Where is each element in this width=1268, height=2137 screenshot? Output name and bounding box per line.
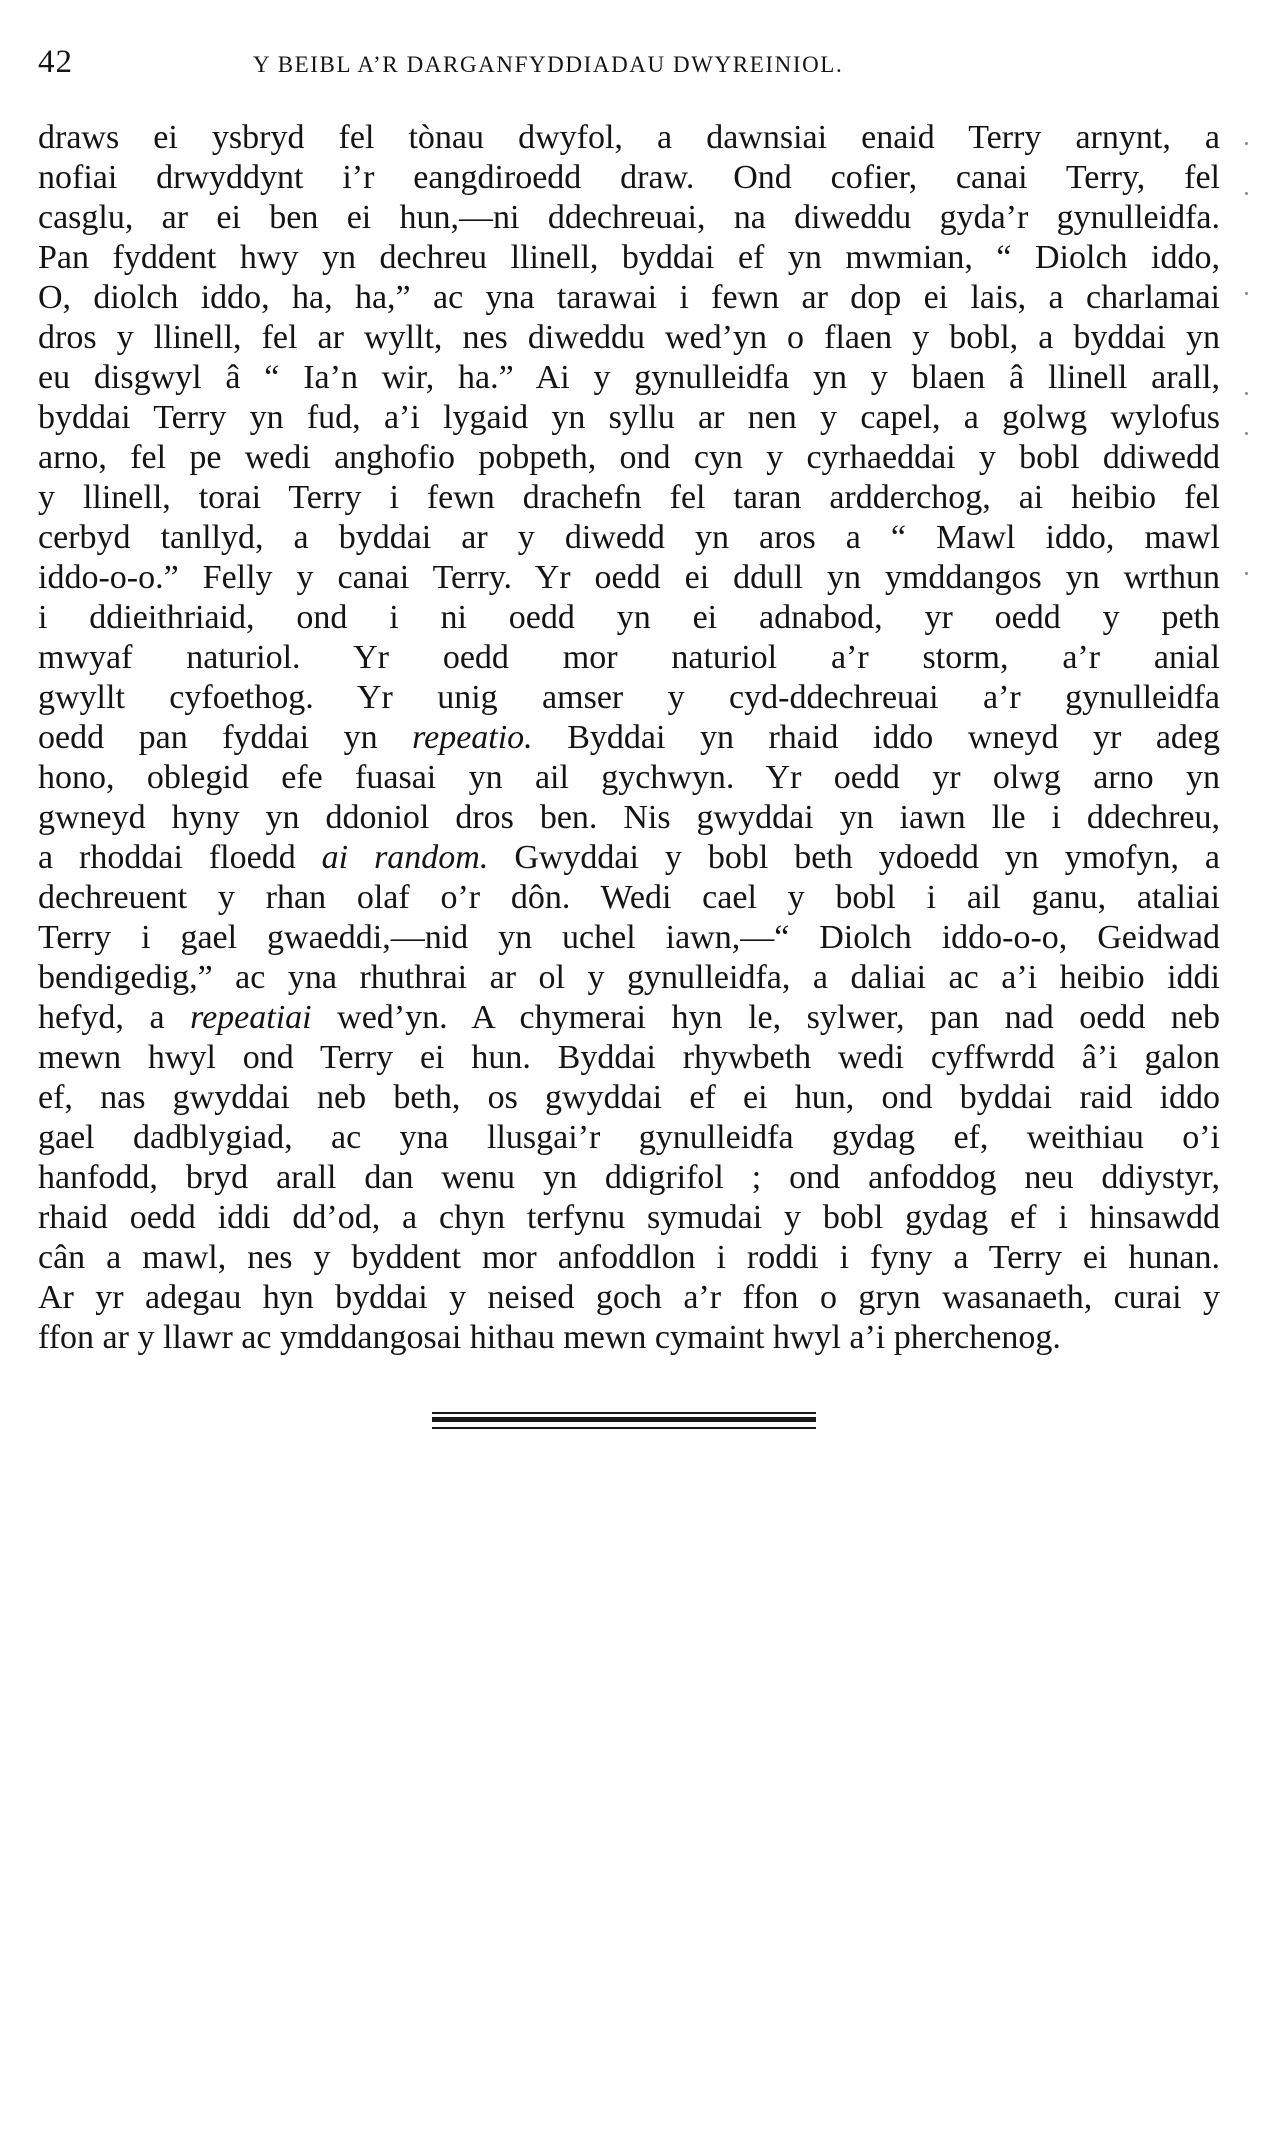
italic-phrase: ai random. <box>321 839 489 876</box>
text-line: casglu, ar ei ben ei hun,—ni ddechreuai, na diweddu gyda’r gynulleidfa. <box>38 199 1220 236</box>
running-head <box>38 44 1218 84</box>
text-line: arno, fel pe wedi anghofio pobpeth, ond cyn y cyrhaeddai y bobl ddiwedd <box>38 439 1220 476</box>
text-line: cân a mawl, nes y byddent mor anfoddlon i roddi i fyny a Terry ei hunan. <box>38 1239 1220 1276</box>
text-line: mewn hwyl ond Terry ei hun. Byddai rhywbeth wedi cyffwrdd â’i galon <box>38 1039 1220 1076</box>
text-line-with-italic <box>38 718 1220 758</box>
text-line: O, diolch iddo, ha, ha,” ac yna tarawai i fewn ar dop ei lais, a charlamai <box>38 279 1220 316</box>
speck <box>1245 142 1248 145</box>
speck <box>1245 292 1248 295</box>
rule-line-thin-top <box>432 1412 816 1414</box>
text-segment: Byddai yn rhaid iddo wneyd yr adeg <box>567 719 1221 756</box>
text-line: y llinell, torai Terry i fewn drachefn fel taran ardderchog, ai heibio fel <box>38 479 1220 516</box>
text-line: rhaid oedd iddi dd’od, a chyn terfynu symudai y bobl gydag ef i hinsawdd <box>38 1199 1220 1236</box>
speck <box>1245 192 1248 195</box>
text-line-with-italic <box>38 838 1220 878</box>
text-line: byddai Terry yn fud, a’i lygaid yn syllu ar nen y capel, a golwg wylofus <box>38 399 1220 436</box>
text-line: Terry i gael gwaeddi,—nid yn uchel iawn,—“ Diolch iddo-o-o, Geidwad <box>38 919 1220 956</box>
text-line: draws ei ysbryd fel tònau dwyfol, a dawnsiai enaid Terry arnynt, a <box>38 119 1220 156</box>
page-number: 42 <box>38 44 73 80</box>
text-segment: wed’yn. A chymerai hyn le, sylwer, pan nad oedd neb <box>337 999 1220 1036</box>
italic-word: repeatio. <box>412 719 533 756</box>
speck <box>1245 392 1248 395</box>
text-line: mwyaf naturiol. Yr oedd mor naturiol a’r storm, a’r anial <box>38 639 1220 676</box>
text-segment: hefyd, a <box>38 999 165 1036</box>
text-line: gwneyd hyny yn ddoniol dros ben. Nis gwyddai yn iawn lle i ddechreu, <box>38 799 1220 836</box>
text-line: bendigedig,” ac yna rhuthrai ar ol y gynulleidfa, a daliai ac a’i heibio iddi <box>38 959 1220 996</box>
text-line: i ddieithriaid, ond i ni oedd yn ei adnabod, yr oedd y peth <box>38 599 1220 636</box>
italic-word: repeatiai <box>190 999 312 1036</box>
text-line: Ar yr adegau hyn byddai y neised goch a’r ffon o gryn wasanaeth, curai y <box>38 1279 1220 1316</box>
text-line: ef, nas gwyddai neb beth, os gwyddai ef ei hun, ond byddai raid iddo <box>38 1079 1220 1116</box>
text-segment: oedd pan fyddai yn <box>38 719 378 756</box>
margin-specks <box>1238 140 1248 740</box>
text-line-final: ffon ar y llawr ac ymddangosai hithau mewn cymaint hwyl a’i pherchenog. <box>38 1319 1061 1356</box>
running-title: Y BEIBL A’R DARGANFYDDIADAU DWYREINIOL. <box>253 52 844 77</box>
section-end-rule <box>432 1412 816 1429</box>
text-line-with-italic <box>38 998 1220 1038</box>
rule-line-thin-bottom <box>432 1427 816 1429</box>
text-line: hanfodd, bryd arall dan wenu yn ddigrifol ; ond anfoddog neu ddiystyr, <box>38 1159 1220 1196</box>
text-line: hono, oblegid efe fuasai yn ail gychwyn. Yr oedd yr olwg arno yn <box>38 759 1220 796</box>
text-line: nofiai drwyddynt i’r eangdiroedd draw. Ond cofier, canai Terry, fel <box>38 159 1220 196</box>
text-line: Pan fyddent hwy yn dechreu llinell, byddai ef yn mwmian, “ Diolch iddo, <box>38 239 1220 276</box>
text-line: gwyllt cyfoethog. Yr unig amser y cyd-ddechreuai a’r gynulleidfa <box>38 679 1220 716</box>
rule-line-thick <box>432 1417 816 1422</box>
text-segment: a rhoddai floedd <box>38 839 296 876</box>
text-line: dros y llinell, fel ar wyllt, nes diweddu wed’yn o flaen y bobl, a byddai yn <box>38 319 1220 356</box>
text-line: gael dadblygiad, ac yna llusgai’r gynulleidfa gydag ef, weithiau o’i <box>38 1119 1220 1156</box>
text-line: eu disgwyl â “ Ia’n wir, ha.” Ai y gynulleidfa yn y blaen â llinell arall, <box>38 359 1220 396</box>
body-paragraph <box>38 118 1220 1358</box>
text-segment: Gwyddai y bobl beth ydoedd yn ymofyn, a <box>514 839 1221 876</box>
text-line: cerbyd tanllyd, a byddai ar y diwedd yn aros a “ Mawl iddo, mawl <box>38 519 1220 556</box>
text-line: dechreuent y rhan olaf o’r dôn. Wedi cael y bobl i ail ganu, ataliai <box>38 879 1220 916</box>
speck <box>1245 572 1248 575</box>
speck <box>1245 432 1248 435</box>
text-line: iddo-o-o.” Felly y canai Terry. Yr oedd ei ddull yn ymddangos yn wrthun <box>38 559 1220 596</box>
